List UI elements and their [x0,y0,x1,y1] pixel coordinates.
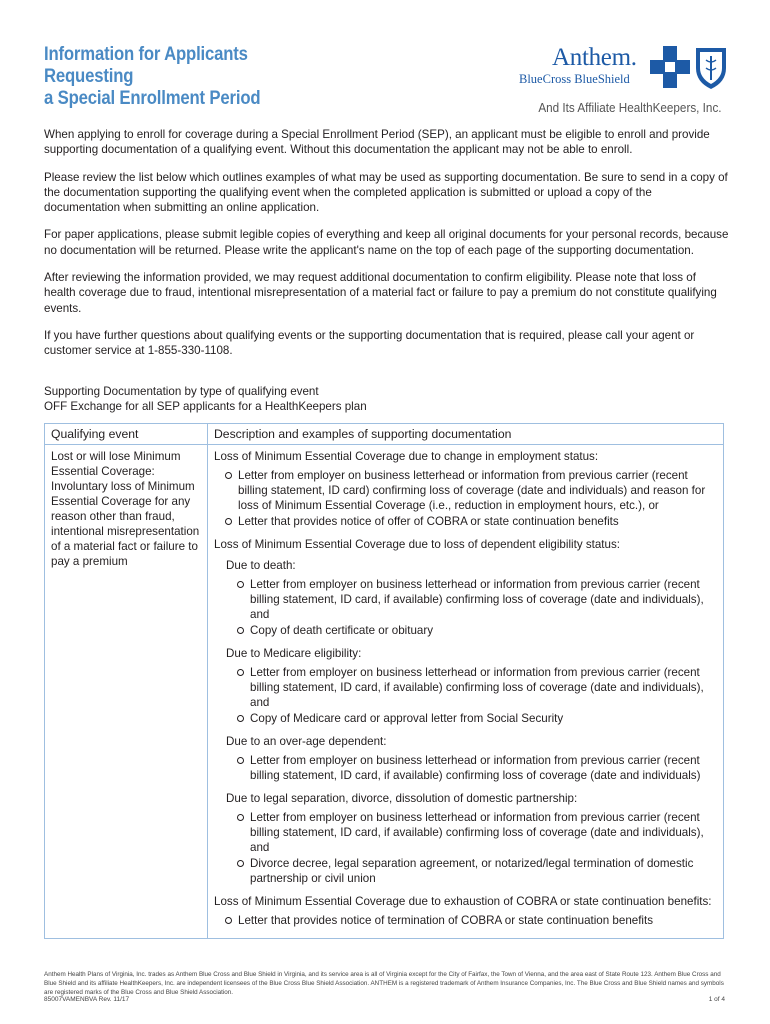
cobra-list [214,913,717,928]
page-title [44,44,334,110]
title-line-1: Information for Applicants Requesting [44,44,248,87]
qualifying-event-text: Lost or will lose Minimum Essential Coverage: Involuntary loss of Minimum Essential Coverage for any reason other than fraud, intentional misrepresentation of a material fact or failure to pay a premium [51,450,200,568]
anthem-logo-text: Anthem. [552,44,637,71]
section-heading-line-2: OFF Exchange for all SEP applicants for a HealthKeepers plan [44,400,367,414]
legal-footer: Anthem Health Plans of Virginia, Inc. trades as Anthem Blue Cross and Blue Shield in Virginia, and its service area is all of Virginia except for the City of Fairfax, the Town of Vienna, and the area east of State Route 123. Anthem Blue Cross and Blue Shield and its affiliate HealthKeepers, Inc. are independent licensees of the Blue Cross Blue Shield Association. ANTHEM is a registered trademark of Anthem Insurance Companies, Inc. The Blue Cross and Blue Shield names and symbols are registered marks of the Blue Cross and Blue Shield Association. [44,971,724,996]
blue-cross-icon [650,46,690,88]
dependent-heading: Loss of Minimum Essential Coverage due to loss of dependent eligibility status: [214,538,620,551]
page-number: 1 of 4 [708,996,725,1003]
column-header-qualifying-event: Qualifying event [45,424,208,445]
logo-marks [650,44,728,90]
list-item: Letter from employer on business letterhead or information from previous carrier (recent billing statement, ID card, if available) confirming loss of coverage (date and individuals) [236,753,717,783]
separation-subheading: Due to legal separation, divorce, dissolution of domestic partnership: [226,792,578,805]
section-heading [44,384,367,415]
employment-heading: Loss of Minimum Essential Coverage due to change in employment status: [214,450,599,463]
section-heading-line-1: Supporting Documentation by type of qualifying event [44,385,319,398]
intro-section [44,127,730,371]
medicare-subheading: Due to Medicare eligibility: [226,647,362,660]
separation-list [214,810,717,886]
list-item: Letter from employer on business letterhead or information from previous carrier (recent billing statement, ID card, if available) confirming loss of coverage (date and individuals), and [236,810,717,855]
description-cell [208,445,724,939]
intro-paragraph-4: After reviewing the information provided, we may request additional documentation to confirm eligibility. Please note that loss of health coverage due to fraud, intentional misrepresentation of a material fact or failure to pay a premium do not constitute qualifying events. [44,271,717,315]
column-header-description: Description and examples of supporting documentation [208,424,724,445]
death-list [214,577,717,638]
list-item: Letter that provides notice of termination of COBRA or state continuation benefits [224,913,717,928]
table-header-row [45,424,724,445]
list-item: Letter from employer on business letterhead or information from previous carrier (recent billing statement, ID card) confirming loss of coverage (date and individuals) and reason for loss of Minimum Essential Coverage (i.e., reduction in employment hours, etc.), or [224,468,717,513]
intro-paragraph-5: If you have further questions about qualifying events or the supporting documentation that is required, please call your agent or customer service at 1-855-330-1108. [44,328,695,358]
list-item: Letter from employer on business letterhead or information from previous carrier (recent billing statement, ID card, if available) confirming loss of coverage (date and individuals), and [236,577,717,622]
blue-shield-icon [696,48,726,89]
intro-paragraph-2: Please review the list below which outlines examples of what may be used as supporting documentation. Be sure to send in a copy of the documentation supporting the qualifying event when the completed application is submitted or upload a copy of the documentation when submitting an online application. [44,170,728,215]
qualifying-event-table [44,423,724,939]
intro-paragraph-3: For paper applications, please submit legible copies of everything and keep all original documents for your personal records, because no documentation will be returned. Please write the applicant's name on the top of each page of the supporting documentation. [44,228,729,257]
affiliate-line: And Its Affiliate HealthKeepers, Inc. [538,100,722,115]
cobra-heading: Loss of Minimum Essential Coverage due to exhaustion of COBRA or state continuation benefits: [214,895,712,908]
form-code: 85007VAMENBVA Rev. 11/17 [44,996,130,1003]
list-item: Copy of death certificate or obituary [236,623,717,638]
death-subheading: Due to death: [226,559,296,572]
list-item: Divorce decree, legal separation agreement, or notarized/legal termination of domestic partnership or civil union [236,856,717,886]
medicare-list [214,665,717,726]
employment-list [214,468,717,529]
bcbs-logo-text: BlueCross BlueShield [519,72,630,86]
title-line-2: a Special Enrollment Period [44,88,261,109]
list-item: Letter from employer on business letterhead or information from previous carrier (recent billing statement, ID card, if available) confirming loss of coverage (date and individuals), and [236,665,717,710]
list-item: Letter that provides notice of offer of COBRA or state continuation benefits [224,514,717,529]
intro-paragraph-1: When applying to enroll for coverage during a Special Enrollment Period (SEP), an applicant must be eligible to enroll and provide supporting documentation of a qualifying event. Without this documentation the applicant may not be able to enroll. [44,128,710,157]
list-item: Copy of Medicare card or approval letter from Social Security [236,711,717,726]
table-row [45,445,724,939]
overage-list [214,753,717,783]
overage-subheading: Due to an over-age dependent: [226,735,387,748]
qualifying-event-cell [45,445,208,939]
